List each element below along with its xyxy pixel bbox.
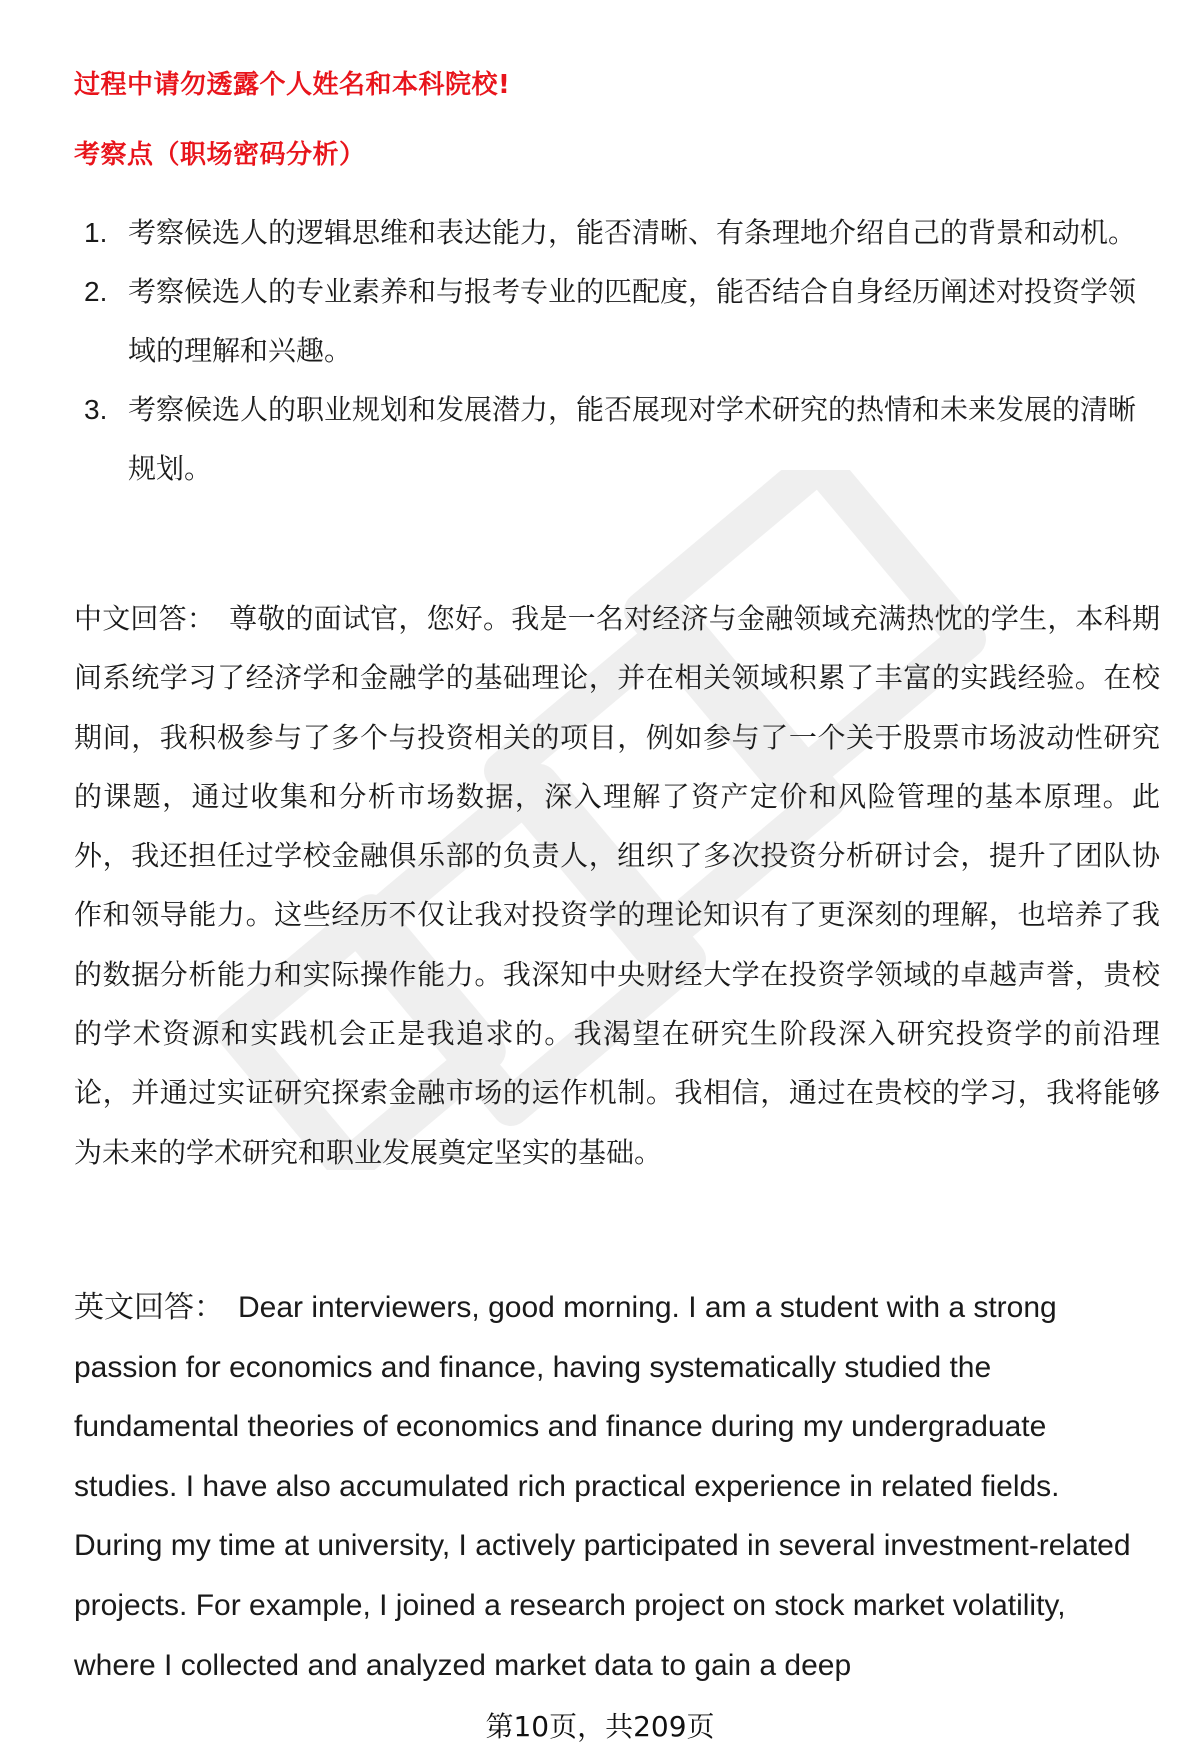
list-item-text: 考察候选人的职业规划和发展潜力，能否展现对学术研究的热情和未来发展的清晰规划。 [128, 393, 1137, 485]
list-item [74, 380, 1154, 498]
section-title: 考察点（职场密码分析） [74, 140, 366, 170]
list-item-number: 3. [84, 394, 108, 425]
privacy-warning: 过程中请勿透露个人姓名和本科院校! [74, 70, 511, 100]
chinese-answer-text: 尊敬的面试官，您好。我是一名对经济与金融领域充满热忱的学生，本科期间系统学习了经济学和金融学的基础理论，并在相关领域积累了丰富的实践经验。在校期间，我积极参与了多个与投资相关的项目，例如参与了一个关于股票市场波动性研究的课题，通过收集和分析市场数据，深入理解了资产定价和风险管理的基本原理。此外，我还担任过学校金融俱乐部的负责人，组织了多次投资分析研讨会，提升了团队协作和领导能力。这些经历不仅让我对投资学的理论知识有了更深刻的理解，也培养了我的数据分析能力和实际操作能力。我深知中央财经大学在投资学领域的卓越声誉，贵校的学术资源和实践机会正是我追求的。我渴望在研究生阶段深入研究投资学的前沿理论，并通过实证研究探索金融市场的运作机制。我相信，通过在贵校的学习，我将能够为未来的学术研究和职业发展奠定坚实的基础。 [74, 602, 1160, 1169]
list-item-number: 1. [84, 217, 108, 248]
english-answer-label: 英文回答： [74, 1291, 224, 1324]
list-item [74, 203, 1154, 262]
assessment-points-list [74, 203, 1154, 498]
page-number-footer: 第10页，共209页 [485, 1710, 715, 1743]
list-item-text: 考察候选人的逻辑思维和表达能力，能否清晰、有条理地介绍自己的背景和动机。 [128, 216, 1137, 249]
chinese-answer-label: 中文回答： [74, 602, 216, 635]
english-answer-text: Dear interviewers, good morning. I am a student with a strong passion for economics and finance, having systematically studied the fundamental theories of economics and finance during my undergraduate studies. I have also accumulated rich practical experience in related fields. During my time at university, I actively participated in several investment-related projects. For example, I joined a research project on stock market volatility, where I collected and analyzed market data to gain a deep [74, 1291, 1131, 1682]
list-item-text: 考察候选人的专业素养和与报考专业的匹配度，能否结合自身经历阐述对投资学领域的理解和兴趣。 [128, 275, 1137, 367]
list-item [74, 262, 1154, 380]
list-item-number: 2. [84, 276, 108, 307]
chinese-answer-paragraph [74, 589, 1160, 1182]
english-answer-paragraph [74, 1278, 1154, 1695]
